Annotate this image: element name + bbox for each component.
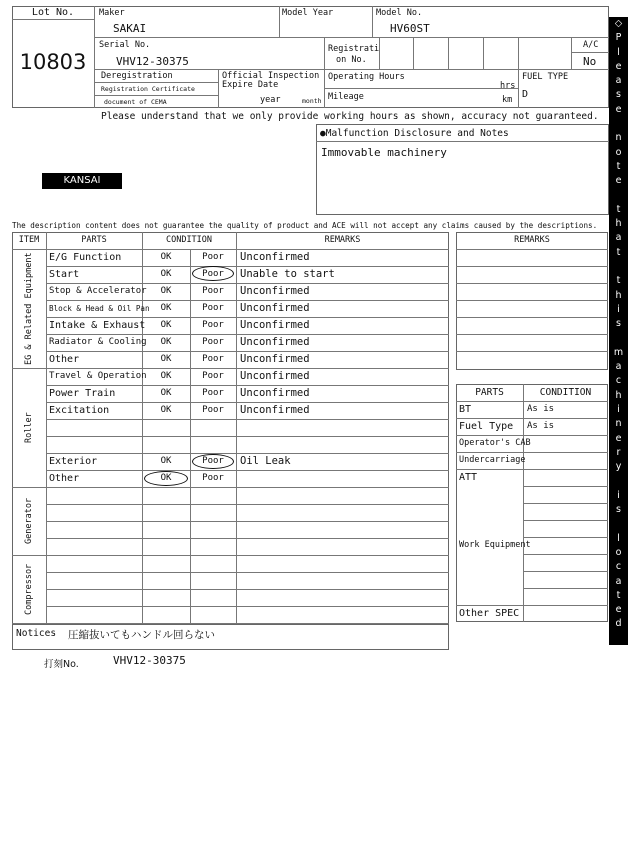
condition-poor: Poor [202, 473, 224, 483]
remarks-box [456, 232, 608, 370]
divider [456, 351, 608, 352]
remark: Unconfirmed [240, 404, 310, 416]
divider [523, 486, 608, 487]
right-part-condition: As is [527, 404, 555, 414]
divider [518, 37, 519, 108]
condition-ok: OK [160, 405, 172, 415]
divider [456, 300, 608, 301]
divider [46, 521, 449, 522]
sidebar-char: t [616, 275, 621, 287]
condition-ok: OK [160, 303, 172, 313]
sidebar-char: o [615, 546, 622, 558]
divider [523, 588, 608, 589]
remark: Unconfirmed [240, 370, 310, 382]
divider [46, 419, 449, 420]
sidebar-char: a [615, 75, 622, 87]
stamp-value: VHV12-30375 [113, 654, 186, 667]
sidebar-char: r [616, 818, 621, 830]
part-name: Power Train [49, 388, 116, 399]
maker-label: Maker [99, 8, 125, 18]
registration-certificate-label: Registration Certificate [101, 85, 195, 93]
sidebar-char [609, 189, 628, 203]
sidebar-char: e [615, 60, 622, 72]
header-remarks: REMARKS [324, 235, 361, 245]
sidebar-char [609, 775, 628, 789]
sidebar-char: ◇ [614, 847, 623, 859]
stamp-label: 打刻No. [44, 659, 79, 670]
section-label: EG & Related Equipment [24, 252, 34, 365]
right-remarks-header: REMARKS [514, 235, 550, 245]
sidebar-char: o [615, 146, 622, 158]
right-part-name: BT [459, 404, 472, 415]
sidebar-char: s [616, 732, 621, 744]
divider [523, 571, 608, 572]
remark: Unconfirmed [240, 285, 310, 297]
divider [448, 37, 449, 69]
divider [279, 6, 280, 37]
condition-ok: OK [160, 354, 172, 364]
section-label: Roller [24, 412, 34, 443]
sidebar-char: a [615, 747, 622, 759]
right-part-name: Undercarriage [459, 455, 526, 465]
divider [324, 88, 518, 89]
notices-label: Notices [16, 628, 57, 639]
condition-ok: OK [160, 388, 172, 398]
sidebar-char: y [615, 461, 622, 473]
sidebar-char: a [615, 704, 622, 716]
condition-ok: OK [160, 286, 172, 296]
condition-poor: Poor [202, 388, 224, 398]
malfunction-text: Immovable machinery [321, 146, 447, 159]
divider [324, 69, 518, 70]
sidebar-char: s [616, 89, 621, 101]
divider [571, 37, 572, 69]
condition-poor: Poor [202, 269, 224, 279]
remark: Unconfirmed [240, 353, 310, 365]
divider [456, 283, 608, 284]
location-sidebar [609, 17, 628, 859]
condition-poor: Poor [202, 354, 224, 364]
right-condition-header: CONDITION [539, 387, 592, 398]
start-poor-circle [192, 266, 234, 281]
model-no-value: HV60ST [390, 22, 430, 35]
divider [94, 95, 218, 96]
part-name: Stop & Accelerator [49, 286, 147, 296]
exterior-poor-circle [192, 454, 234, 469]
fuel-type-value: D [522, 89, 529, 100]
condition-ok: OK [160, 269, 172, 279]
divider [483, 37, 484, 69]
sidebar-char: l [617, 532, 620, 544]
location-badge: KANSAI [42, 173, 122, 189]
condition-poor: Poor [202, 405, 224, 415]
right-part-name: Operator's CAB [459, 438, 531, 448]
divider [46, 589, 449, 590]
sidebar-char: c [615, 375, 622, 387]
part-name: Block & Head & Oil Pan [49, 304, 150, 313]
other-ok-circle [144, 471, 188, 486]
sidebar-char: s [616, 318, 621, 330]
divider [518, 69, 609, 70]
condition-ok: OK [160, 337, 172, 347]
divider [46, 232, 47, 624]
divider [523, 503, 608, 504]
maker-value: SAKAI [113, 22, 147, 35]
sidebar-char: t [616, 589, 621, 601]
disclaimer: The description content does not guarantee the quality of product and ACE will not accept any claims caused by the descriptions. [12, 221, 598, 230]
section-label: Compressor [24, 563, 34, 615]
divider [456, 317, 608, 318]
condition-ok: OK [160, 456, 172, 466]
lot-label: Lot No. [31, 7, 75, 18]
divider [46, 436, 449, 437]
divider [456, 266, 608, 267]
remark: Unconfirmed [240, 319, 310, 331]
divider [94, 82, 218, 83]
remark: Unconfirmed [240, 387, 310, 399]
part-name: E/G Function [49, 252, 122, 263]
sidebar-char [609, 260, 628, 274]
sidebar-char [609, 675, 628, 689]
condition-ok: OK [160, 473, 172, 483]
condition-ok: OK [160, 320, 172, 330]
divider [413, 37, 414, 69]
sidebar-char: a [615, 232, 622, 244]
condition-poor: Poor [202, 286, 224, 296]
divider [12, 487, 449, 488]
condition-poor: Poor [202, 252, 224, 262]
ac-label: A/C [583, 40, 599, 50]
divider [456, 249, 608, 250]
divider [456, 334, 608, 335]
inspection-label: Official Inspection [222, 71, 320, 81]
right-parts-header: PARTS [475, 387, 504, 398]
divider [46, 470, 449, 471]
part-name: Intake & Exhaust [49, 320, 146, 331]
serial-label: Serial No. [99, 40, 151, 50]
sidebar-char: h [615, 289, 622, 301]
sidebar-char: t [616, 203, 621, 215]
sidebar-char: n [615, 132, 622, 144]
right-part-condition: As is [527, 421, 555, 431]
part-name: Other [49, 354, 80, 365]
divider [46, 504, 449, 505]
sidebar-char: e [615, 175, 622, 187]
serial-value: VHV12-30375 [116, 55, 189, 68]
condition-poor: Poor [202, 337, 224, 347]
registration-label-2: on No. [336, 55, 367, 65]
header-condition: CONDITION [165, 235, 213, 245]
km-label: km [502, 95, 513, 105]
fuel-type-label: FUEL TYPE [522, 72, 569, 82]
sidebar-char: d [615, 832, 622, 844]
condition-poor: Poor [202, 456, 224, 466]
hrs-label: hrs [500, 81, 516, 91]
divider [571, 52, 609, 53]
sidebar-char: h [615, 389, 622, 401]
sidebar-char: a [615, 361, 622, 373]
divider [456, 469, 608, 470]
malfunction-title: ●Malfunction Disclosure and Notes [320, 128, 509, 139]
sidebar-char: i [617, 303, 620, 315]
divider [236, 232, 237, 624]
hours-notice: Please understand that we only provide working hours as shown, accuracy not guaranteed. [101, 111, 599, 122]
model-year-label: Model Year [282, 8, 334, 18]
sidebar-char: h [615, 218, 622, 230]
sidebar-char [609, 117, 628, 131]
sidebar-char: e [615, 604, 622, 616]
sidebar-char: P [615, 32, 622, 44]
sidebar-char: l [617, 46, 620, 58]
divider [94, 37, 609, 38]
sidebar-char: Y [615, 790, 622, 802]
right-part-name: Fuel Type [459, 421, 514, 432]
sidebar-char: K [615, 689, 622, 701]
divider [94, 69, 324, 70]
sidebar-text [609, 17, 628, 861]
sidebar-char [609, 475, 628, 489]
condition-poor: Poor [202, 320, 224, 330]
deregistration-label: Deregistration [101, 71, 173, 81]
divider [523, 520, 608, 521]
sidebar-char: s [616, 504, 621, 516]
divider [46, 572, 449, 573]
header-item: ITEM [18, 235, 40, 245]
sidebar-char: a [615, 804, 622, 816]
sidebar-char: ◇ [614, 18, 623, 29]
sidebar-char [609, 332, 628, 346]
sidebar-char: a [615, 575, 622, 587]
divider [316, 141, 609, 142]
sidebar-char: n [615, 718, 622, 730]
part-name: Excitation [49, 405, 110, 416]
divider [94, 6, 95, 108]
part-name: Radiator & Cooling [49, 337, 147, 347]
remark: Unable to start [240, 268, 335, 280]
model-no-label: Model No. [376, 8, 423, 18]
divider [523, 554, 608, 555]
sidebar-char: d [615, 618, 622, 630]
condition-ok: OK [160, 371, 172, 381]
part-name: Exterior [49, 456, 98, 467]
notices-text: 圧縮抜いてもハンドル回らない [68, 629, 215, 641]
divider [46, 538, 449, 539]
divider [46, 606, 449, 607]
remark: Oil Leak [240, 455, 291, 467]
operating-hours-label: Operating Hours [328, 72, 405, 82]
sidebar-char: e [615, 432, 622, 444]
condition-ok: OK [160, 252, 172, 262]
divider [12, 555, 449, 556]
remark: Unconfirmed [240, 251, 310, 263]
expire-label: Expire Date [222, 80, 279, 90]
right-part-name: Other SPEC [459, 608, 520, 619]
divider [218, 69, 219, 108]
divider [12, 19, 94, 20]
part-name: Travel & Operation [49, 371, 147, 381]
sidebar-char: n [615, 418, 622, 430]
remark: Unconfirmed [240, 302, 310, 314]
sidebar-char [609, 517, 628, 531]
divider [523, 537, 608, 538]
sidebar-char: r [616, 446, 621, 458]
registration-label: Registrati [328, 44, 380, 54]
sidebar-char: n [615, 661, 622, 673]
condition-poor: Poor [202, 371, 224, 381]
sidebar-char: i [617, 489, 620, 501]
mileage-label: Mileage [328, 92, 364, 102]
sidebar-char: c [615, 561, 622, 573]
sidebar-char: e [615, 103, 622, 115]
year-label: year [260, 95, 281, 105]
cema-label: document of CEMA [104, 98, 167, 106]
section-label: Generator [24, 497, 34, 545]
right-part-name: ATT [459, 472, 478, 483]
sidebar-char: t [616, 160, 621, 172]
part-name: Start [49, 269, 80, 280]
month-label: month [302, 97, 322, 105]
sidebar-char: m [613, 346, 624, 358]
right-part-name: Work Equipment [459, 540, 531, 550]
condition-poor: Poor [202, 303, 224, 313]
sidebar-char: i [617, 761, 620, 773]
sidebar-char: i [617, 647, 620, 659]
sidebar-char [609, 632, 628, 646]
sidebar-char: t [616, 246, 621, 258]
divider [372, 6, 373, 37]
part-name: Other [49, 473, 80, 484]
sidebar-char: i [617, 404, 620, 416]
divider [324, 37, 325, 108]
ac-value: No [583, 55, 597, 68]
remark: Unconfirmed [240, 336, 310, 348]
header-parts: PARTS [81, 235, 107, 245]
lot-number: 10803 [19, 50, 87, 74]
